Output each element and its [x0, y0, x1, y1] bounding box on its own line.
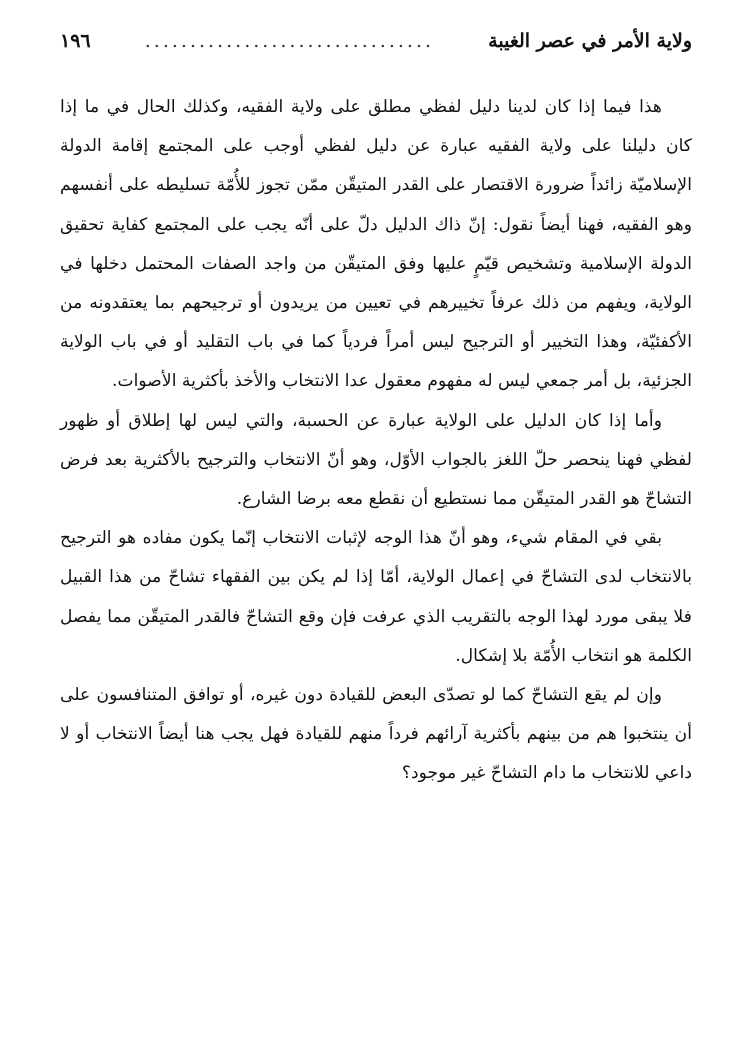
- paragraph-3: بقي في المقام شيء، وهو أنّ هذا الوجه لإثبات الانتخاب إنّما يكون مفاده هو الترجيح بالانتخاب لدى التشاحّ في إعمال الولاية، أمّا إذا لم يكن بين الفقهاء تشاحّ من هذا القبيل فلا يبقى مورد لهذا الوجه بالتقريب الذي عرفت فإن وقع التشاحّ فالقدر المتيقّن مما يفصل الكلمة هو انتخاب الأُمّة بلا إشكال.: [60, 528, 692, 666]
- body-text: [60, 88, 692, 794]
- leader-dots: ................................: [144, 30, 435, 52]
- paragraph-4: وإن لم يقع التشاحّ كما لو تصدّى البعض للقيادة دون غيره، أو توافق المتنافسون على أن ينتخبوا هم من بينهم بأكثرية آرائهم فرداً منهم للقيادة فهل يجب هنا أيضاً الانتخاب أو لا داعي للانتخاب ما دام التشاحّ غير موجود؟: [60, 685, 692, 784]
- paragraph-1: هذا فيما إذا كان لدينا دليل لفظي مطلق على ولاية الفقيه، وكذلك الحال في ما إذا كان دليلنا على ولاية الفقيه عبارة عن دليل لفظي أوجب على المجتمع إقامة الدولة الإسلاميّة زائداً ضرورة الاقتصار على القدر المتيقّن ممّن تجوز للأُمّة تسليطه على أنفسهم وهو الفقيه، فهنا أيضاً نقول: إنّ ذاك الدليل دلّ على أنّه يجب على المجتمع كفاية تحقيق الدولة الإسلامية وتشخيص قيّمٍ عليها وفق المتيقّن من واجد الصفات المحتمل دخلها في الولاية، ويفهم من ذلك عرفاً تخييرهم في تعيين من يريدون أو ترجيحهم بما يعتقدونه من الأكفئيّة، وهذا التخيير أو الترجيح ليس أمراً فردياً كما في باب التقليد أو في باب الولاية الجزئية، بل أمر جمعي ليس له مفهوم معقول عدا الانتخاب والأخذ بأكثرية الأصوات.: [60, 97, 692, 392]
- page-header: [60, 30, 692, 70]
- page-number: ١٩٦: [60, 30, 91, 52]
- book-page: [60, 30, 692, 794]
- running-title: ولاية الأمر في عصر الغيبة: [488, 30, 692, 52]
- paragraph-2: وأما إذا كان الدليل على الولاية عبارة عن الحسبة، والتي ليس لها إطلاق أو ظهور لفظي فهنا ينحصر حلّ اللغز بالجواب الأوّل، وهو أنّ الانتخاب والترجيح بالأكثرية بعد فرض التشاحّ هو القدر المتيقّن مما نستطيع أن نقطع معه برضا الشارع.: [60, 410, 692, 510]
